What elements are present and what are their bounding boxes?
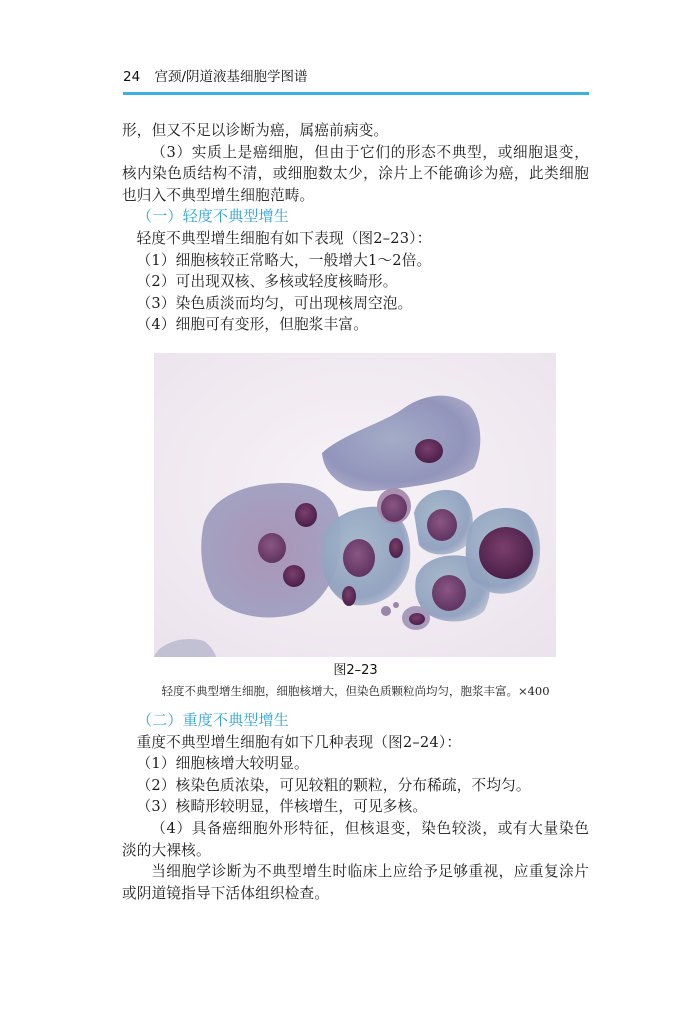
section-heading-severe: （二）重度不典型增生 (137, 711, 290, 729)
top-text-block (122, 120, 589, 336)
figure-label: 图2–23 (333, 663, 378, 678)
severe-item-2: （2）核染色质浓染，可见较粗的颗粒，分布稀疏，不均匀。 (136, 776, 531, 794)
page-header (123, 68, 589, 96)
severe-intro: 重度不典型增生细胞有如下几种表现（图2–24）： (136, 733, 462, 751)
figure-caption: 轻度不典型增生细胞，细胞核增大，但染色质颗粒尚均匀，胞浆丰富。×400 (161, 684, 550, 698)
mild-item-4: （4）细胞可有变形，但胞浆丰富。 (136, 316, 368, 334)
book-title: 宫颈/阴道液基细胞学图谱 (154, 69, 308, 85)
closing-paragraph: 当细胞学诊断为不典型增生时临床上应给予足够重视，应重复涂片或阴道镜指导下活体组织检查。 (122, 863, 589, 902)
bottom-text-block (122, 710, 589, 904)
micrograph-image (154, 353, 556, 657)
mild-intro: 轻度不典型增生细胞有如下表现（图2–23）： (136, 229, 432, 247)
page-number: 24 (123, 69, 141, 85)
header-text (123, 68, 308, 86)
header-rule (123, 92, 589, 95)
section-heading-mild: （一）轻度不典型增生 (137, 207, 290, 226)
mild-item-2: （2）可出现双核、多核或轻度核畸形。 (136, 273, 398, 291)
paragraph-continuation: 形，但又不足以诊断为癌，属癌前病变。 (122, 122, 389, 139)
severe-item-4: （4）具备癌细胞外形特征，但核退变，染色较淡，或有大量染色淡的大裸核。 (122, 819, 589, 859)
figure-micrograph (154, 353, 556, 657)
severe-item-3: （3）核畸形较明显，伴核增生，可见多核。 (136, 798, 428, 816)
mild-item-3: （3）染色质淡而均匀，可出现核周空泡。 (136, 294, 413, 312)
paragraph-item-3: （3）实质上是癌细胞，但由于它们的形态不典型，或细胞退变，核内染色质结构不清，或细胞数太少，涂片上不能确诊为癌，此类细胞也归入不典型增生细胞范畴。 (122, 143, 589, 204)
severe-item-1: （1）细胞核增大较明显。 (136, 755, 309, 773)
mild-item-1: （1）细胞核较正常略大，一般增大1～2倍。 (136, 251, 432, 269)
